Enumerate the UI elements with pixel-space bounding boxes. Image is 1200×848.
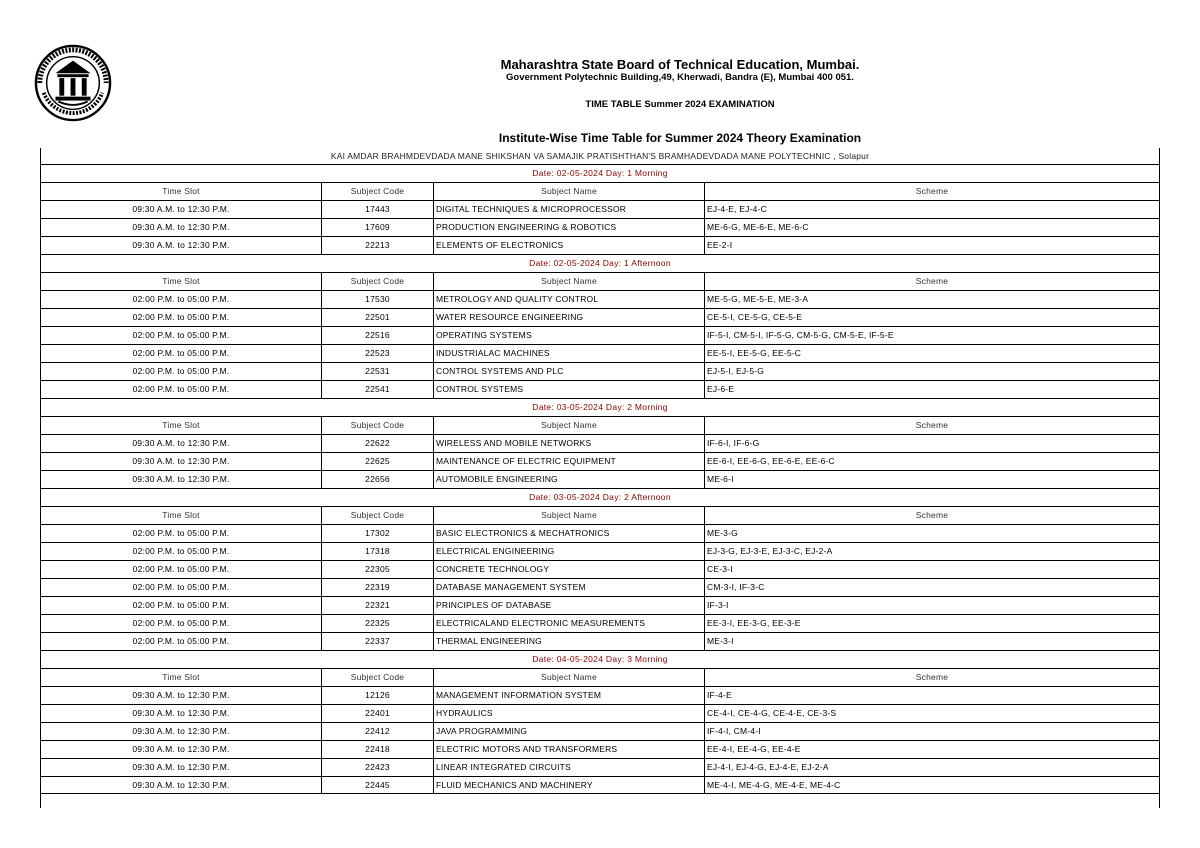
timetable-frame bbox=[40, 148, 1160, 808]
subject-name-cell: MAINTENANCE OF ELECTRIC EQUIPMENT bbox=[434, 453, 705, 470]
scheme-cell: EJ-3-G, EJ-3-E, EJ-3-C, EJ-2-A bbox=[707, 546, 833, 556]
time-slot-cell: 02:00 P.M. to 05:00 P.M. bbox=[41, 363, 322, 380]
scheme-cell: ME-6-I bbox=[707, 474, 734, 484]
subject-code-cell: 22321 bbox=[322, 597, 434, 614]
time-slot-cell: 09:30 A.M. to 12:30 P.M. bbox=[41, 741, 322, 758]
subject-code-cell: 22319 bbox=[322, 579, 434, 596]
subject-code-cell: 12126 bbox=[322, 687, 434, 704]
table-row bbox=[41, 560, 1159, 578]
subject-code-cell: 17302 bbox=[322, 525, 434, 542]
session-date-row: Date: 02-05-2024 Day: 1 Morning bbox=[41, 164, 1159, 182]
time-slot-cell: 02:00 P.M. to 05:00 P.M. bbox=[41, 579, 322, 596]
time-slot-cell: 09:30 A.M. to 12:30 P.M. bbox=[41, 201, 322, 218]
scheme-cell: IF-4-I, CM-4-I bbox=[707, 726, 761, 736]
table-row bbox=[41, 218, 1159, 236]
subject-name-cell: OPERATING SYSTEMS bbox=[434, 327, 705, 344]
subject-code-cell: 22523 bbox=[322, 345, 434, 362]
time-slot-cell: 02:00 P.M. to 05:00 P.M. bbox=[41, 381, 322, 398]
time-slot-cell: 02:00 P.M. to 05:00 P.M. bbox=[41, 327, 322, 344]
session-date-row: Date: 03-05-2024 Day: 2 Morning bbox=[41, 398, 1159, 416]
subject-code-cell: 17609 bbox=[322, 219, 434, 236]
column-header-scheme: Scheme bbox=[915, 186, 949, 196]
time-slot-cell: 02:00 P.M. to 05:00 P.M. bbox=[41, 291, 322, 308]
column-header-scheme: Scheme bbox=[915, 672, 949, 682]
time-slot-cell: 02:00 P.M. to 05:00 P.M. bbox=[41, 597, 322, 614]
time-slot-cell: 09:30 A.M. to 12:30 P.M. bbox=[41, 471, 322, 488]
scheme-cell: CE-3-I bbox=[707, 564, 733, 574]
time-slot-cell: 09:30 A.M. to 12:30 P.M. bbox=[41, 777, 322, 793]
scheme-cell: EE-6-I, EE-6-G, EE-6-E, EE-6-C bbox=[707, 456, 835, 466]
subject-name-cell: DIGITAL TECHNIQUES & MICROPROCESSOR bbox=[434, 201, 705, 218]
subject-code-cell: 22501 bbox=[322, 309, 434, 326]
table-row bbox=[41, 632, 1159, 650]
scheme-cell: CE-4-I, CE-4-G, CE-4-E, CE-3-S bbox=[707, 708, 837, 718]
subject-code-cell: 22531 bbox=[322, 363, 434, 380]
column-header-subject-name: Subject Name bbox=[434, 417, 705, 434]
subject-name-cell: METROLOGY AND QUALITY CONTROL bbox=[434, 291, 705, 308]
table-row bbox=[41, 326, 1159, 344]
table-row bbox=[41, 344, 1159, 362]
table-row bbox=[41, 308, 1159, 326]
subject-name-cell: PRINCIPLES OF DATABASE bbox=[434, 597, 705, 614]
subject-name-cell: INDUSTRIALAC MACHINES bbox=[434, 345, 705, 362]
column-header-time-slot: Time Slot bbox=[41, 183, 322, 200]
subject-code-cell: 22445 bbox=[322, 777, 434, 793]
time-slot-cell: 09:30 A.M. to 12:30 P.M. bbox=[41, 723, 322, 740]
subject-name-cell: WIRELESS AND MOBILE NETWORKS bbox=[434, 435, 705, 452]
table-row bbox=[41, 452, 1159, 470]
subject-name-cell: LINEAR INTEGRATED CIRCUITS bbox=[434, 759, 705, 776]
table-row bbox=[41, 740, 1159, 758]
timetable-grid bbox=[41, 164, 1159, 794]
institute-name: KAI AMDAR BRAHMDEVDADA MANE SHIKSHAN VA SAMAJIK PRATISHTHAN'S BRAMHADEVDADA MANE POLYTECHNIC , Solapur bbox=[330, 151, 870, 161]
column-header-time-slot: Time Slot bbox=[41, 669, 322, 686]
column-header-row bbox=[41, 506, 1159, 524]
column-header-subject-code: Subject Code bbox=[322, 417, 434, 434]
time-slot-cell: 09:30 A.M. to 12:30 P.M. bbox=[41, 687, 322, 704]
subject-code-cell: 22337 bbox=[322, 633, 434, 650]
subject-code-cell: 22418 bbox=[322, 741, 434, 758]
table-row bbox=[41, 722, 1159, 740]
table-row bbox=[41, 524, 1159, 542]
scheme-cell: ME-5-G, ME-5-E, ME-3-A bbox=[707, 294, 809, 304]
time-slot-cell: 09:30 A.M. to 12:30 P.M. bbox=[41, 705, 322, 722]
time-slot-cell: 02:00 P.M. to 05:00 P.M. bbox=[41, 525, 322, 542]
column-header-subject-name: Subject Name bbox=[434, 273, 705, 290]
time-slot-cell: 02:00 P.M. to 05:00 P.M. bbox=[41, 615, 322, 632]
column-header-subject-code: Subject Code bbox=[322, 507, 434, 524]
session-date-row: Date: 03-05-2024 Day: 2 Afternoon bbox=[41, 488, 1159, 506]
scheme-cell: EJ-4-I, EJ-4-G, EJ-4-E, EJ-2-A bbox=[707, 762, 829, 772]
table-row bbox=[41, 470, 1159, 488]
scheme-cell: ME-6-G, ME-6-E, ME-6-C bbox=[707, 222, 809, 232]
subject-name-cell: ELEMENTS OF ELECTRONICS bbox=[434, 237, 705, 254]
subject-code-cell: 22305 bbox=[322, 561, 434, 578]
page-subtitle: Institute-Wise Time Table for Summer 2024 Theory Examination bbox=[498, 131, 862, 145]
scheme-cell: CE-5-I, CE-5-G, CE-5-E bbox=[707, 312, 803, 322]
time-slot-cell: 09:30 A.M. to 12:30 P.M. bbox=[41, 219, 322, 236]
scheme-cell: EE-5-I, EE-5-G, EE-5-C bbox=[707, 348, 802, 358]
scheme-cell: EJ-6-E bbox=[707, 384, 735, 394]
timetable-title: TIME TABLE Summer 2024 EXAMINATION bbox=[585, 99, 775, 110]
table-row bbox=[41, 200, 1159, 218]
scheme-cell: EJ-4-E, EJ-4-C bbox=[707, 204, 767, 214]
subject-name-cell: CONTROL SYSTEMS bbox=[434, 381, 705, 398]
scheme-cell: CM-3-I, IF-3-C bbox=[707, 582, 765, 592]
scheme-cell: ME-3-I bbox=[707, 636, 734, 646]
column-header-subject-code: Subject Code bbox=[322, 273, 434, 290]
subject-code-cell: 22423 bbox=[322, 759, 434, 776]
table-row bbox=[41, 758, 1159, 776]
column-header-subject-name: Subject Name bbox=[434, 507, 705, 524]
subject-code-cell: 17318 bbox=[322, 543, 434, 560]
board-address: Government Polytechnic Building,49, Kherwadi, Bandra (E), Mumbai 400 051. bbox=[506, 72, 854, 83]
column-header-row bbox=[41, 668, 1159, 686]
time-slot-cell: 02:00 P.M. to 05:00 P.M. bbox=[41, 543, 322, 560]
subject-name-cell: ELECTRIC MOTORS AND TRANSFORMERS bbox=[434, 741, 705, 758]
subject-name-cell: CONCRETE TECHNOLOGY bbox=[434, 561, 705, 578]
time-slot-cell: 02:00 P.M. to 05:00 P.M. bbox=[41, 633, 322, 650]
scheme-cell: EE-4-I, EE-4-G, EE-4-E bbox=[707, 744, 801, 754]
table-row bbox=[41, 290, 1159, 308]
table-row bbox=[41, 362, 1159, 380]
table-row bbox=[41, 236, 1159, 254]
column-header-row bbox=[41, 182, 1159, 200]
scheme-cell: EJ-5-I, EJ-5-G bbox=[707, 366, 765, 376]
scheme-cell: EE-2-I bbox=[707, 240, 733, 250]
subject-name-cell: WATER RESOURCE ENGINEERING bbox=[434, 309, 705, 326]
column-header-time-slot: Time Slot bbox=[41, 507, 322, 524]
time-slot-cell: 09:30 A.M. to 12:30 P.M. bbox=[41, 435, 322, 452]
table-row bbox=[41, 380, 1159, 398]
subject-name-cell: MANAGEMENT INFORMATION SYSTEM bbox=[434, 687, 705, 704]
subject-name-cell: ELECTRICAL ENGINEERING bbox=[434, 543, 705, 560]
table-row bbox=[41, 704, 1159, 722]
table-row bbox=[41, 542, 1159, 560]
subject-code-cell: 22625 bbox=[322, 453, 434, 470]
subject-code-cell: 22325 bbox=[322, 615, 434, 632]
subject-code-cell: 22213 bbox=[322, 237, 434, 254]
time-slot-cell: 02:00 P.M. to 05:00 P.M. bbox=[41, 309, 322, 326]
column-header-scheme: Scheme bbox=[915, 420, 949, 430]
scheme-cell: ME-4-I, ME-4-G, ME-4-E, ME-4-C bbox=[707, 780, 841, 790]
subject-code-cell: 22656 bbox=[322, 471, 434, 488]
column-header-row bbox=[41, 272, 1159, 290]
time-slot-cell: 09:30 A.M. to 12:30 P.M. bbox=[41, 453, 322, 470]
column-header-time-slot: Time Slot bbox=[41, 417, 322, 434]
column-header-subject-name: Subject Name bbox=[434, 183, 705, 200]
session-date-row: Date: 02-05-2024 Day: 1 Afternoon bbox=[41, 254, 1159, 272]
column-header-subject-code: Subject Code bbox=[322, 669, 434, 686]
table-row bbox=[41, 578, 1159, 596]
scheme-cell: EE-3-I, EE-3-G, EE-3-E bbox=[707, 618, 801, 628]
subject-code-cell: 17443 bbox=[322, 201, 434, 218]
subject-name-cell: FLUID MECHANICS AND MACHINERY bbox=[434, 777, 705, 793]
column-header-scheme: Scheme bbox=[915, 276, 949, 286]
time-slot-cell: 02:00 P.M. to 05:00 P.M. bbox=[41, 345, 322, 362]
scheme-cell: IF-5-I, CM-5-I, IF-5-G, CM-5-G, CM-5-E, IF-5-E bbox=[707, 330, 894, 340]
column-header-subject-code: Subject Code bbox=[322, 183, 434, 200]
subject-code-cell: 22412 bbox=[322, 723, 434, 740]
column-header-scheme: Scheme bbox=[915, 510, 949, 520]
scheme-cell: ME-3-G bbox=[707, 528, 738, 538]
subject-name-cell: THERMAL ENGINEERING bbox=[434, 633, 705, 650]
table-row bbox=[41, 434, 1159, 452]
subject-name-cell: BASIC ELECTRONICS & MECHATRONICS bbox=[434, 525, 705, 542]
scheme-cell: IF-3-I bbox=[707, 600, 729, 610]
msbte-logo-seal bbox=[34, 44, 112, 122]
column-header-subject-name: Subject Name bbox=[434, 669, 705, 686]
subject-name-cell: CONTROL SYSTEMS AND PLC bbox=[434, 363, 705, 380]
time-slot-cell: 09:30 A.M. to 12:30 P.M. bbox=[41, 759, 322, 776]
subject-code-cell: 17530 bbox=[322, 291, 434, 308]
subject-code-cell: 22401 bbox=[322, 705, 434, 722]
scheme-cell: IF-4-E bbox=[707, 690, 732, 700]
time-slot-cell: 02:00 P.M. to 05:00 P.M. bbox=[41, 561, 322, 578]
subject-name-cell: PRODUCTION ENGINEERING & ROBOTICS bbox=[434, 219, 705, 236]
scheme-cell: IF-6-I, IF-6-G bbox=[707, 438, 760, 448]
table-row bbox=[41, 776, 1159, 794]
table-row bbox=[41, 686, 1159, 704]
session-date-row: Date: 04-05-2024 Day: 3 Morning bbox=[41, 650, 1159, 668]
subject-name-cell: ELECTRICALAND ELECTRONIC MEASUREMENTS bbox=[434, 615, 705, 632]
board-title: Maharashtra State Board of Technical Education, Mumbai. bbox=[500, 57, 860, 72]
subject-name-cell: HYDRAULICS bbox=[434, 705, 705, 722]
table-row bbox=[41, 614, 1159, 632]
subject-code-cell: 22622 bbox=[322, 435, 434, 452]
column-header-row bbox=[41, 416, 1159, 434]
table-row bbox=[41, 596, 1159, 614]
subject-name-cell: JAVA PROGRAMMING bbox=[434, 723, 705, 740]
time-slot-cell: 09:30 A.M. to 12:30 P.M. bbox=[41, 237, 322, 254]
subject-name-cell: DATABASE MANAGEMENT SYSTEM bbox=[434, 579, 705, 596]
subject-code-cell: 22541 bbox=[322, 381, 434, 398]
subject-name-cell: AUTOMOBILE ENGINEERING bbox=[434, 471, 705, 488]
subject-code-cell: 22516 bbox=[322, 327, 434, 344]
column-header-time-slot: Time Slot bbox=[41, 273, 322, 290]
